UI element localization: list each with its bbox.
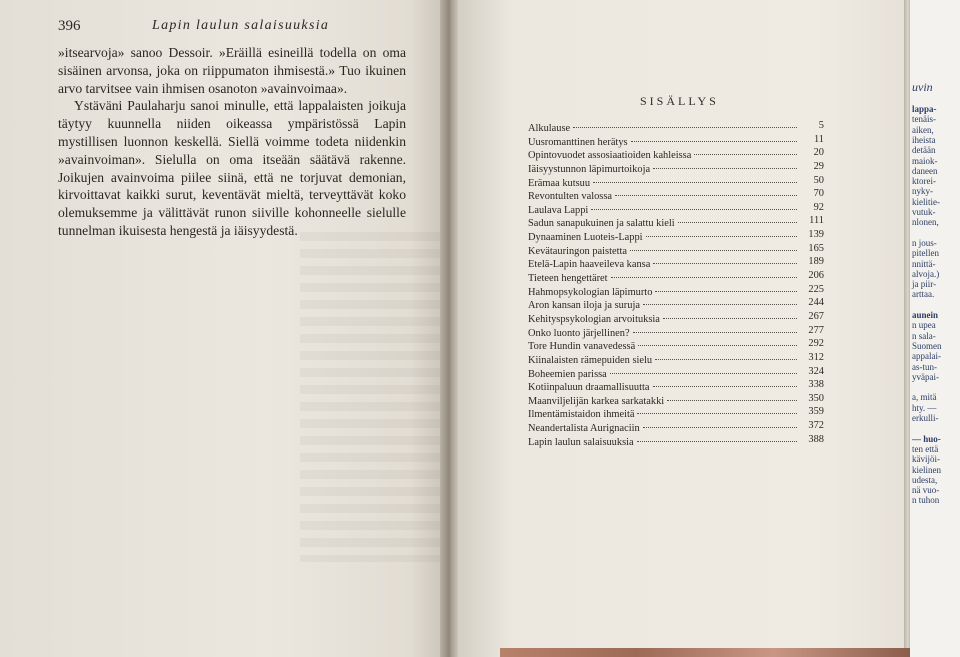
running-head: [58, 18, 418, 38]
toc-entry-title: Ilmentämistaidon ihmeitä: [528, 409, 635, 421]
toc-entry-page: 292: [808, 338, 824, 350]
toc-entry-page: 372: [808, 420, 824, 432]
toc-entry-page: 11: [813, 133, 824, 145]
next-page-line: maiok-: [912, 155, 938, 166]
next-page-line: n sala-: [912, 330, 936, 341]
toc-entry-page: 189: [808, 256, 824, 268]
toc-leader-dots: [573, 114, 797, 128]
next-page-line: n jous-: [912, 237, 937, 248]
toc-leader-dots: [631, 128, 797, 142]
toc-entry-page: 50: [813, 174, 824, 186]
toc-leader-dots: [667, 387, 797, 401]
toc-entry-title: Kevätauringon paistetta: [528, 245, 627, 257]
next-page-line: detään: [912, 145, 936, 156]
next-page-line: tenäis-: [912, 114, 936, 125]
toc-entry-page: 244: [808, 297, 824, 309]
paragraph-2: Ystäväni Paulaharju sanoi minulle, että lappalaisten joikuja täytyy kuunnella niiden oikeassa ympäristössä Lapin mystillisen luonnon keskellä. Siellä voimme todeta niidenkin »avainvoiman». Sielulla on oma itseään säätävä rakenne. Joikujen avainvoima piilee siinä, että ne torjuvat demonian, kirvoittavat kaikki surut, keventävät mieltä, terveyttävät koko olemuksemme ja välittävät runon siiville kohonneelle sielulle tunnelman ikuisesta hengestä ja iäisyydestä.: [58, 98, 406, 238]
toc-entry-page: 225: [808, 283, 824, 295]
toc-entry-title: Kiinalaisten rämepuiden sielu: [528, 354, 653, 366]
toc-title: SISÄLLYS: [640, 94, 719, 108]
toc-entry-title: Alkulause: [528, 123, 571, 134]
body-text: [58, 44, 406, 240]
toc-entry-page: 139: [808, 229, 824, 241]
next-page-line: ten että: [912, 443, 939, 454]
next-page-line: pitellen: [912, 248, 939, 259]
toc-leader-dots: [653, 250, 797, 264]
toc-entry-title: Boheemien parissa: [528, 368, 607, 380]
toc-leader-dots: [653, 373, 798, 387]
toc-leader-dots: [633, 319, 797, 333]
toc-entry-page: 350: [808, 392, 824, 404]
next-page-line: a, mitä: [912, 392, 937, 403]
next-page-line: hty. —: [912, 402, 937, 413]
toc-entry-title: Erämaa kutsuu: [528, 177, 591, 189]
toc-leader-dots: [655, 278, 797, 292]
toc-entry-title: Iäisyystunnon läpimurtoikoja: [528, 163, 651, 175]
toc-entry-page: 324: [808, 365, 824, 377]
toc-entry-page: 20: [813, 147, 824, 159]
toc-entry-title: Revontulten valossa: [528, 191, 612, 203]
page-number: 396: [58, 18, 81, 34]
next-page-line: ktorei-: [912, 176, 936, 187]
toc-entry-title: Tieteen hengettäret: [528, 273, 608, 285]
next-page-line: nlonen,: [912, 217, 939, 228]
toc-entry-page: 312: [808, 351, 824, 363]
toc-leader-dots: [694, 141, 797, 155]
next-page-line: kielinen: [912, 464, 941, 475]
toc-entry-title: Maanviljelijän karkea sarkatakki: [528, 395, 665, 407]
toc-leader-dots: [637, 400, 797, 414]
toc-leader-dots: [593, 169, 797, 183]
toc-entry-page: 267: [808, 310, 824, 322]
cover-strip: [500, 648, 910, 657]
book-gutter: [440, 0, 460, 657]
toc-entry-page: 5: [818, 120, 824, 131]
next-page-line: aunein: [912, 310, 939, 320]
toc-leader-dots: [611, 264, 797, 278]
toc-entry-title: Etelä-Lapin haaveileva kansa: [528, 259, 651, 271]
toc-leader-dots: [655, 346, 797, 360]
next-page-line: lappa-: [912, 104, 937, 114]
toc-leader-dots: [643, 414, 797, 428]
toc-leader-dots: [646, 223, 797, 237]
next-page-line: alvoja.): [912, 268, 940, 279]
next-page-line: nä vuo-: [912, 485, 940, 496]
next-page-line: n upea: [912, 320, 936, 331]
toc-entry-title: Kotiinpaluun draamallisuutta: [528, 382, 650, 394]
toc-entry-page: 92: [813, 201, 824, 213]
next-page-line: appalai-: [912, 351, 941, 362]
toc-entry-title: Lapin laulun salaisuuksia: [528, 436, 634, 448]
next-page-line: vutuk-: [912, 207, 936, 217]
toc-entry-title: Neandertalista Aurignaciin: [528, 423, 640, 435]
toc-entry-page: 277: [808, 324, 824, 336]
toc-entry-page: 165: [808, 242, 824, 254]
toc-entry-title: Kehityspsykologian arvoituksia: [528, 313, 660, 325]
toc-leader-dots: [591, 196, 797, 210]
toc-entry-page: 29: [813, 160, 824, 172]
next-page-line: Suomen: [912, 340, 942, 351]
toc-entry-page: 206: [808, 270, 824, 282]
paragraph-1: »itsearvoja» sanoo Dessoir. »Eräillä esineillä todella on oma sisäinen arvonsa, joka on riippumaton ihmisestä.» Tuo ikuinen arvo tarvitsee vain ihmisen osanoton »avainvoimaa».: [58, 45, 406, 96]
toc-entry-title: Sadun sanapukuinen ja salattu kieli: [528, 218, 675, 230]
next-page-line: kielitie-: [912, 196, 940, 207]
next-page-line: daneen: [912, 165, 938, 176]
toc-entry-title: Uusromanttinen herätys: [528, 136, 628, 148]
toc-leader-dots: [663, 305, 797, 319]
toc-leader-dots: [630, 237, 797, 251]
toc-entry-title: Dynaaminen Luoteis-Lappi: [528, 232, 643, 244]
next-page-line: n tuhon: [912, 495, 940, 506]
toc-entry-title: Tore Hundin vanavedessä: [528, 341, 636, 353]
table-of-contents: [528, 117, 824, 448]
running-head-title: Lapin laulun salaisuuksia: [152, 18, 330, 33]
toc-leader-dots: [678, 209, 797, 223]
next-page-line: aiken,: [912, 124, 934, 135]
toc-entry-page: 338: [808, 379, 824, 391]
toc-leader-dots: [615, 182, 797, 196]
next-page-line: nnittä-: [912, 258, 936, 269]
next-page-line: nyky-: [912, 186, 933, 197]
toc-entry-page: 70: [813, 188, 824, 200]
toc-entry-title: Hahmopsykologian läpimurto: [528, 286, 653, 298]
toc-entry-title: Laulava Lappi: [528, 204, 589, 216]
next-page-line: udesta,: [912, 474, 938, 485]
next-page-line: yväpai-: [912, 371, 939, 382]
show-through-text: [300, 232, 440, 562]
toc-leader-dots: [637, 428, 797, 442]
next-page-line: erkulli-: [912, 413, 939, 423]
toc-entry-page: 359: [808, 406, 824, 418]
toc-leader-dots: [638, 332, 797, 346]
next-page-line: iheista: [912, 134, 936, 145]
next-page-line: — huo-: [912, 433, 941, 444]
next-page-line: kävijöi-: [912, 454, 940, 465]
next-page-title: uvin: [912, 80, 933, 94]
next-page-line: arttaa.: [912, 289, 935, 300]
toc-entry-title: Onko luonto järjellinen?: [528, 327, 630, 339]
toc-entry-page: 111: [809, 215, 824, 227]
toc-leader-dots: [653, 155, 797, 169]
toc-entry-page: 388: [808, 433, 824, 445]
toc-entry-title: Opintovuodet assosiaatioiden kahleissa: [528, 150, 692, 162]
toc-leader-dots: [610, 360, 797, 374]
next-page-fragment: [910, 0, 960, 657]
next-page-line: as-tun-: [912, 361, 937, 372]
toc-leader-dots: [643, 291, 797, 305]
next-page-line: ja piir-: [912, 279, 937, 290]
left-page: [0, 0, 446, 657]
toc-entry-title: Aron kansan iloja ja suruja: [528, 300, 640, 312]
